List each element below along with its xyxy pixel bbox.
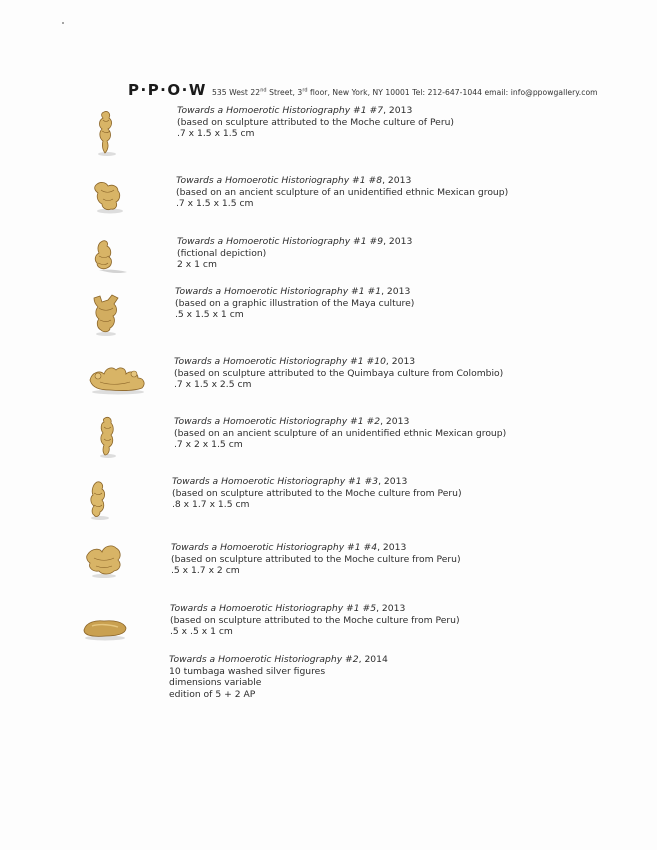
artwork-title: Towards a Homoerotic Historiography #1 #7, 2013 — [177, 105, 413, 116]
artwork-description: (based on sculpture attributed to the Quimbaya culture from Colombio) — [174, 367, 504, 379]
artwork-dimensions: .5 x 1.7 x 2 cm — [171, 565, 240, 577]
artwork-title: Towards a Homoerotic Historiography #1 #5, 2013 — [170, 603, 406, 614]
artwork-description: (based on sculpture attributed to the Moche culture from Peru) — [172, 487, 462, 499]
series-summary — [169, 654, 388, 700]
artwork-dimensions: .5 x .5 x 1 cm — [170, 626, 233, 638]
series-edition: edition of 5 + 2 AP — [169, 688, 256, 700]
series-medium: 10 tumbaga washed silver figures — [169, 665, 326, 677]
artwork-entry — [175, 286, 414, 321]
artwork-title: Towards a Homoerotic Historiography #1 #4, 2013 — [171, 542, 407, 553]
artwork-title: Towards a Homoerotic Historiography #1 #10, 2013 — [174, 356, 416, 367]
artwork-title: Towards a Homoerotic Historiography #1 #1, 2013 — [175, 286, 411, 297]
artwork-entry — [171, 542, 461, 577]
artwork-title: Towards a Homoerotic Historiography #1 #3, 2013 — [172, 476, 408, 487]
artwork-description: (based on an ancient sculpture of an unidentified ethnic Mexican group) — [174, 427, 507, 439]
series-title: Towards a Homoerotic Historiography #2, 2014 — [169, 654, 388, 665]
artwork-entry — [176, 175, 508, 210]
artwork-dimensions: .7 x 1.5 x 2.5 cm — [174, 379, 252, 391]
artwork-title: Towards a Homoerotic Historiography #1 #8, 2013 — [176, 175, 412, 186]
artwork-description: (fictional depiction) — [177, 247, 267, 259]
artwork-dimensions: .7 x 1.5 x 1.5 cm — [176, 198, 254, 210]
artwork-description: (based on a graphic illustration of the Maya culture) — [175, 297, 415, 309]
gallery-address: 535 West 22nd Street, 3rd floor, New York, NY 10001 Tel: 212-647-1044 email: info@ppowgallery.com — [211, 87, 598, 97]
artwork-description: (based on an ancient sculpture of an unidentified ethnic Mexican group) — [176, 186, 509, 198]
sculpture-thumbnail-1 — [88, 292, 124, 342]
artwork-dimensions: .5 x 1.5 x 1 cm — [175, 309, 244, 321]
sculpture-thumbnail-7 — [90, 108, 122, 162]
sculpture-thumbnail-4 — [82, 540, 126, 584]
gallery-header — [128, 80, 598, 99]
sculpture-thumbnail-10 — [86, 360, 150, 400]
artwork-entry — [174, 356, 503, 391]
artwork-title: Towards a Homoerotic Historiography #1 #2, 2013 — [174, 416, 410, 427]
artwork-entry — [170, 603, 460, 638]
artwork-dimensions: .7 x 1.5 x 1.5 cm — [177, 128, 255, 140]
sculpture-thumbnail-3 — [82, 478, 114, 526]
artwork-entry — [174, 416, 506, 451]
artwork-description: (based on sculpture attributed to the Moche culture from Peru) — [171, 553, 461, 565]
artwork-title: Towards a Homoerotic Historiography #1 #9, 2013 — [177, 236, 413, 247]
sculpture-thumbnail-5 — [80, 612, 130, 646]
artwork-entry — [172, 476, 462, 511]
sculpture-thumbnail-9 — [85, 236, 129, 280]
series-dimensions: dimensions variable — [169, 677, 262, 689]
artwork-description: (based on sculpture attributed to the Moche culture from Peru) — [170, 614, 460, 626]
artwork-dimensions: 2 x 1 cm — [177, 259, 217, 271]
artwork-entry — [177, 105, 454, 140]
scan-speck — [62, 22, 64, 24]
sculpture-thumbnail-8 — [88, 175, 128, 219]
artwork-entry — [177, 236, 412, 271]
artwork-dimensions: .8 x 1.7 x 1.5 cm — [172, 499, 250, 511]
gallery-logo: P·P·O·W — [128, 81, 207, 99]
sculpture-thumbnail-2 — [92, 414, 122, 464]
artwork-description: (based on sculpture attributed to the Moche culture of Peru) — [177, 116, 455, 128]
artwork-dimensions: .7 x 2 x 1.5 cm — [174, 439, 243, 451]
